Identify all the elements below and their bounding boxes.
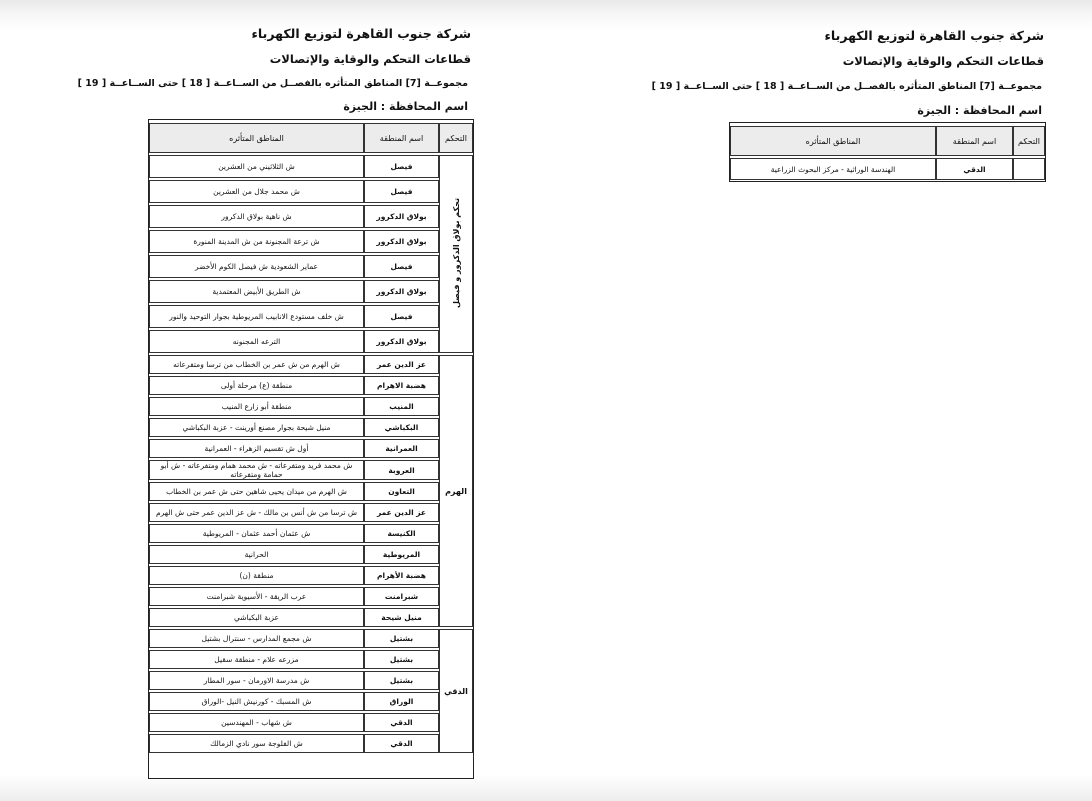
affected-areas-cell: ش المسبك - كورنيش النيل -الوراق	[149, 692, 364, 711]
group-time-line: مجموعــة [7] المناطق المتأثره بالفصــل من الســاعــة [ 18 ] حتى الســاعــة [ 19 ]	[651, 81, 1042, 92]
area-name-cell: الدقي	[364, 713, 439, 732]
affected-areas-cell: ش شهاب - المهندسين	[149, 713, 364, 732]
table-row	[149, 305, 473, 328]
affected-areas-cell: ش الهرم من ميدان يحيى شاهين حتى ش عمر بن الخطاب	[149, 482, 364, 501]
affected-areas-cell: ش عثمان أحمد عثمان - المريوطية	[149, 524, 364, 543]
affected-areas-table	[730, 124, 1045, 182]
right-document-page	[546, 0, 1092, 801]
header-area-name: اسم المنطقة	[936, 126, 1013, 156]
area-name-cell: شبرامنت	[364, 587, 439, 606]
company-title: شركة جنوب القاهرة لتوزيع الكهرباء	[251, 26, 471, 41]
table-header-row	[149, 123, 473, 153]
area-name-cell: بشتيل	[364, 671, 439, 690]
area-name-cell: هضبة الأهرام	[364, 566, 439, 585]
area-name-cell: التعاون	[364, 482, 439, 501]
control-group-cell	[439, 155, 473, 353]
affected-areas-cell: منطقة (ن)	[149, 566, 364, 585]
control-group-label: الدقي	[444, 686, 468, 696]
header-area-name: اسم المنطقة	[364, 123, 439, 153]
header-affected-areas: المناطق المتأثره	[730, 126, 936, 156]
affected-areas-cell: منيل شيحة بجوار مصنع أورينت - عزبة البكباشي	[149, 418, 364, 437]
affected-areas-table	[149, 121, 473, 755]
table-row	[149, 482, 473, 501]
area-name-cell: الوراق	[364, 692, 439, 711]
affected-areas-cell: عزبة البكباشي	[149, 608, 364, 627]
governorate-label: اسم المحافظة : الجيزة	[917, 104, 1042, 117]
affected-areas-cell: ش محمد جلال من العشرين	[149, 180, 364, 203]
area-name-cell: بشتيل	[364, 650, 439, 669]
header-control: التحكم	[439, 123, 473, 153]
affected-areas-cell: ش محمد فريد ومتفرعاته - ش محمد همام ومتفرعاته - ش أبو حمامة ومتفرعاته	[149, 460, 364, 480]
control-group-cell	[439, 629, 473, 753]
area-name-cell: بولاق الدكرور	[364, 205, 439, 228]
sector-title: قطاعات التحكم والوقاية والإتصالات	[842, 54, 1044, 68]
table-row	[149, 397, 473, 416]
affected-areas-cell: ش الهرم من ش عمر بن الخطاب من ترسا ومتفرعاته	[149, 355, 364, 374]
area-name-cell: العروبة	[364, 460, 439, 480]
area-name-cell: المنيب	[364, 397, 439, 416]
table-row	[149, 524, 473, 543]
table-row	[149, 587, 473, 606]
table-row	[149, 629, 473, 648]
control-cell	[1013, 158, 1045, 180]
area-name-cell: بشتيل	[364, 629, 439, 648]
area-name-cell: فيصل	[364, 255, 439, 278]
affected-areas-cell: ش ترسا من ش أنس بن مالك - ش عز الدين عمر حتى ش الهرم	[149, 503, 364, 522]
sector-title: قطاعات التحكم والوقاية والإتصالات	[269, 52, 471, 66]
table-row	[149, 255, 473, 278]
area-name-cell: فيصل	[364, 155, 439, 178]
table-row	[730, 158, 1045, 180]
affected-areas-cell: ش الطريق الأبيض المعتمدية	[149, 280, 364, 303]
table-row	[149, 545, 473, 564]
table-row	[149, 180, 473, 203]
table-row	[149, 734, 473, 753]
affected-areas-cell: ش مجمع المدارس - سنترال بشتيل	[149, 629, 364, 648]
table-row	[149, 608, 473, 627]
affected-areas-cell: ش الفلوجة سور نادي الزمالك	[149, 734, 364, 753]
affected-areas-cell: الترعه المجنونه	[149, 330, 364, 353]
area-name-cell: الدقي	[936, 158, 1013, 180]
header-control: التحكم	[1013, 126, 1045, 156]
area-name-cell: المريوطية	[364, 545, 439, 564]
affected-areas-cell: أول ش تقسيم الزهراء - العمرانية	[149, 439, 364, 458]
control-group-label: تحكم بولاق الدكرور و فيصل	[451, 197, 461, 309]
company-title: شركة جنوب القاهرة لتوزيع الكهرباء	[824, 28, 1044, 43]
affected-areas-cell: منطقة (ع) مرحلة أولى	[149, 376, 364, 395]
group-time-line: مجموعــة [7] المناطق المتأثره بالفصــل من الســاعــة [ 18 ] حتى الســاعــة [ 19 ]	[77, 78, 468, 89]
table-row	[149, 155, 473, 178]
area-name-cell: منيل شيحة	[364, 608, 439, 627]
table-row	[149, 355, 473, 374]
table-row	[149, 692, 473, 711]
header-affected-areas: المناطق المتأثره	[149, 123, 364, 153]
area-name-cell: فيصل	[364, 305, 439, 328]
affected-areas-cell: ش ناهية بولاق الدكرور	[149, 205, 364, 228]
area-name-cell: بولاق الدكرور	[364, 330, 439, 353]
table-row	[149, 566, 473, 585]
affected-areas-cell: عرب الريقة - الأسيوية شبرامنت	[149, 587, 364, 606]
table-row	[149, 418, 473, 437]
area-name-cell: البكباشي	[364, 418, 439, 437]
area-name-cell: الكنيسة	[364, 524, 439, 543]
table-row	[149, 460, 473, 480]
area-name-cell: هضبة الاهرام	[364, 376, 439, 395]
affected-areas-cell: ش الثلاثيني من العشرين	[149, 155, 364, 178]
area-name-cell: عز الدين عمر	[364, 355, 439, 374]
table-row	[149, 671, 473, 690]
table-header-row	[730, 126, 1045, 156]
affected-areas-cell: عماير الشعودية ش فيصل الكوم الأخضر	[149, 255, 364, 278]
affected-areas-cell: الهندسة الوراثية - مركز البحوث الزراعية	[730, 158, 936, 180]
control-group-cell	[439, 355, 473, 627]
table-row	[149, 280, 473, 303]
area-name-cell: بولاق الدكرور	[364, 280, 439, 303]
area-name-cell: الدقي	[364, 734, 439, 753]
table-row	[149, 205, 473, 228]
area-name-cell: بولاق الدكرور	[364, 230, 439, 253]
affected-areas-cell: مزرعه علام - منطقة سقيل	[149, 650, 364, 669]
table-row	[149, 230, 473, 253]
governorate-label: اسم المحافظة : الجيزة	[343, 100, 468, 113]
affected-areas-cell: ش ترعة المجنونة من ش المدينة المنورة	[149, 230, 364, 253]
affected-areas-cell: ش مدرسة الاورمان - سور المطار	[149, 671, 364, 690]
affected-areas-cell: الحرانية	[149, 545, 364, 564]
table-row	[149, 439, 473, 458]
area-name-cell: العمرانية	[364, 439, 439, 458]
affected-areas-cell: منطقة أبو زارع المنيب	[149, 397, 364, 416]
table-row	[149, 650, 473, 669]
table-row	[149, 713, 473, 732]
control-group-label: الهرم	[445, 486, 467, 496]
affected-areas-cell: ش خلف مستودع الانابيب المريوطية بجوار التوحيد والنور	[149, 305, 364, 328]
table-row	[149, 376, 473, 395]
table-row	[149, 330, 473, 353]
area-name-cell: عز الدين عمر	[364, 503, 439, 522]
area-name-cell: فيصل	[364, 180, 439, 203]
table-row	[149, 503, 473, 522]
